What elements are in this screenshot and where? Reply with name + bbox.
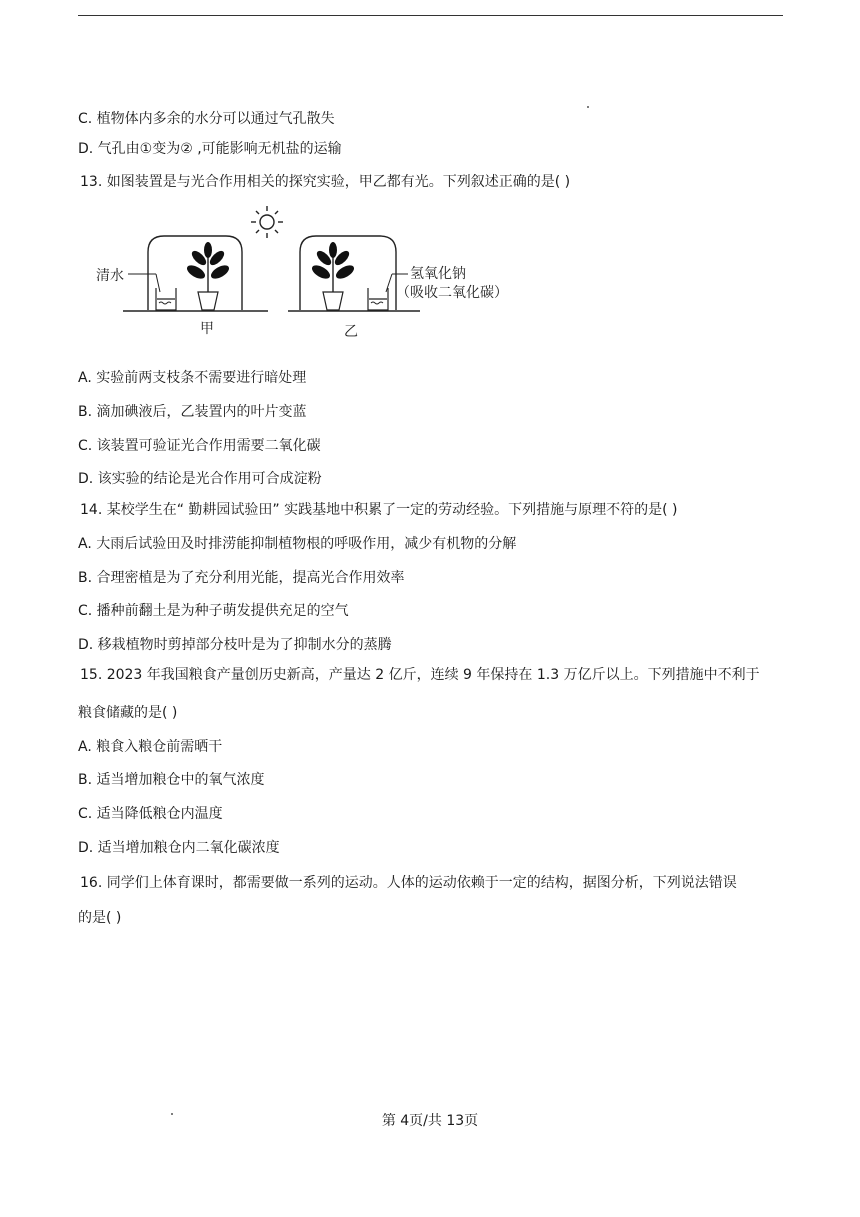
q15-option-d: D. 适当增加粮仓内二氧化碳浓度 xyxy=(78,840,280,856)
q16-stem-line1: 16. 同学们上体育课时，都需要做一系列的运动。人体的运动依赖于一定的结构，据图分析，下列说法错误 xyxy=(80,875,737,891)
header-rule xyxy=(78,15,783,16)
photosynthesis-figure xyxy=(90,200,530,350)
q13-option-d: D. 该实验的结论是光合作用可合成淀粉 xyxy=(78,471,322,487)
plant-yi xyxy=(310,242,356,310)
label-naoh: 氢氧化钠 xyxy=(410,266,466,282)
speck-mark xyxy=(587,106,589,108)
q16-stem-line2: 的是( ) xyxy=(78,910,122,926)
q15-stem-line2: 粮食储藏的是( ) xyxy=(78,705,178,721)
label-absorb-co2: （吸收二氧化碳） xyxy=(396,285,508,301)
q14-stem: 14. 某校学生在“ 勤耕园试验田” 实践基地中积累了一定的劳动经验。下列措施与原理不符的是( ) xyxy=(80,502,678,518)
q14-option-b: B. 合理密植是为了充分利用光能，提高光合作用效率 xyxy=(78,570,405,586)
q14-option-a: A. 大雨后试验田及时排涝能抑制植物根的呼吸作用，减少有机物的分解 xyxy=(78,536,517,552)
q15-stem-line1: 15. 2023 年我国粮食产量创历史新高，产量达 2 亿斤，连续 9 年保持在 1.3 万亿斤以上。下列措施中不利于 xyxy=(80,667,760,683)
q14-option-c: C. 播种前翻土是为种子萌发提供充足的空气 xyxy=(78,603,349,619)
q15-option-c: C. 适当降低粮仓内温度 xyxy=(78,806,223,822)
label-jia: 甲 xyxy=(200,321,214,337)
q14-option-d: D. 移栽植物时剪掉部分枝叶是为了抑制水分的蒸腾 xyxy=(78,637,392,653)
plant-jia xyxy=(185,242,231,310)
page-footer: 第 4页/共 13页 xyxy=(381,1113,479,1129)
leader-line-right xyxy=(386,274,392,292)
q13-option-a: A. 实验前两支枝条不需要进行暗处理 xyxy=(78,370,307,386)
q13-option-c: C. 该装置可验证光合作用需要二氧化碳 xyxy=(78,438,321,454)
q12-option-c: C. 植物体内多余的水分可以通过气孔散失 xyxy=(78,111,335,127)
q15-option-a: A. 粮食入粮仓前需晒干 xyxy=(78,739,223,755)
apparatus-diagram xyxy=(90,200,530,350)
q13-stem: 13. 如图装置是与光合作用相关的探究实验，甲乙都有光。下列叙述正确的是( ) xyxy=(80,174,571,190)
sun-icon xyxy=(251,206,283,238)
beaker-naoh xyxy=(368,288,388,310)
beaker-water xyxy=(156,288,176,310)
q15-option-b: B. 适当增加粮仓中的氧气浓度 xyxy=(78,772,265,788)
q13-option-b: B. 滴加碘液后，乙装置内的叶片变蓝 xyxy=(78,404,307,420)
q12-option-d: D. 气孔由①变为② ,可能影响无机盐的运输 xyxy=(78,141,342,157)
label-water: 清水 xyxy=(96,268,124,284)
label-yi: 乙 xyxy=(344,324,358,340)
